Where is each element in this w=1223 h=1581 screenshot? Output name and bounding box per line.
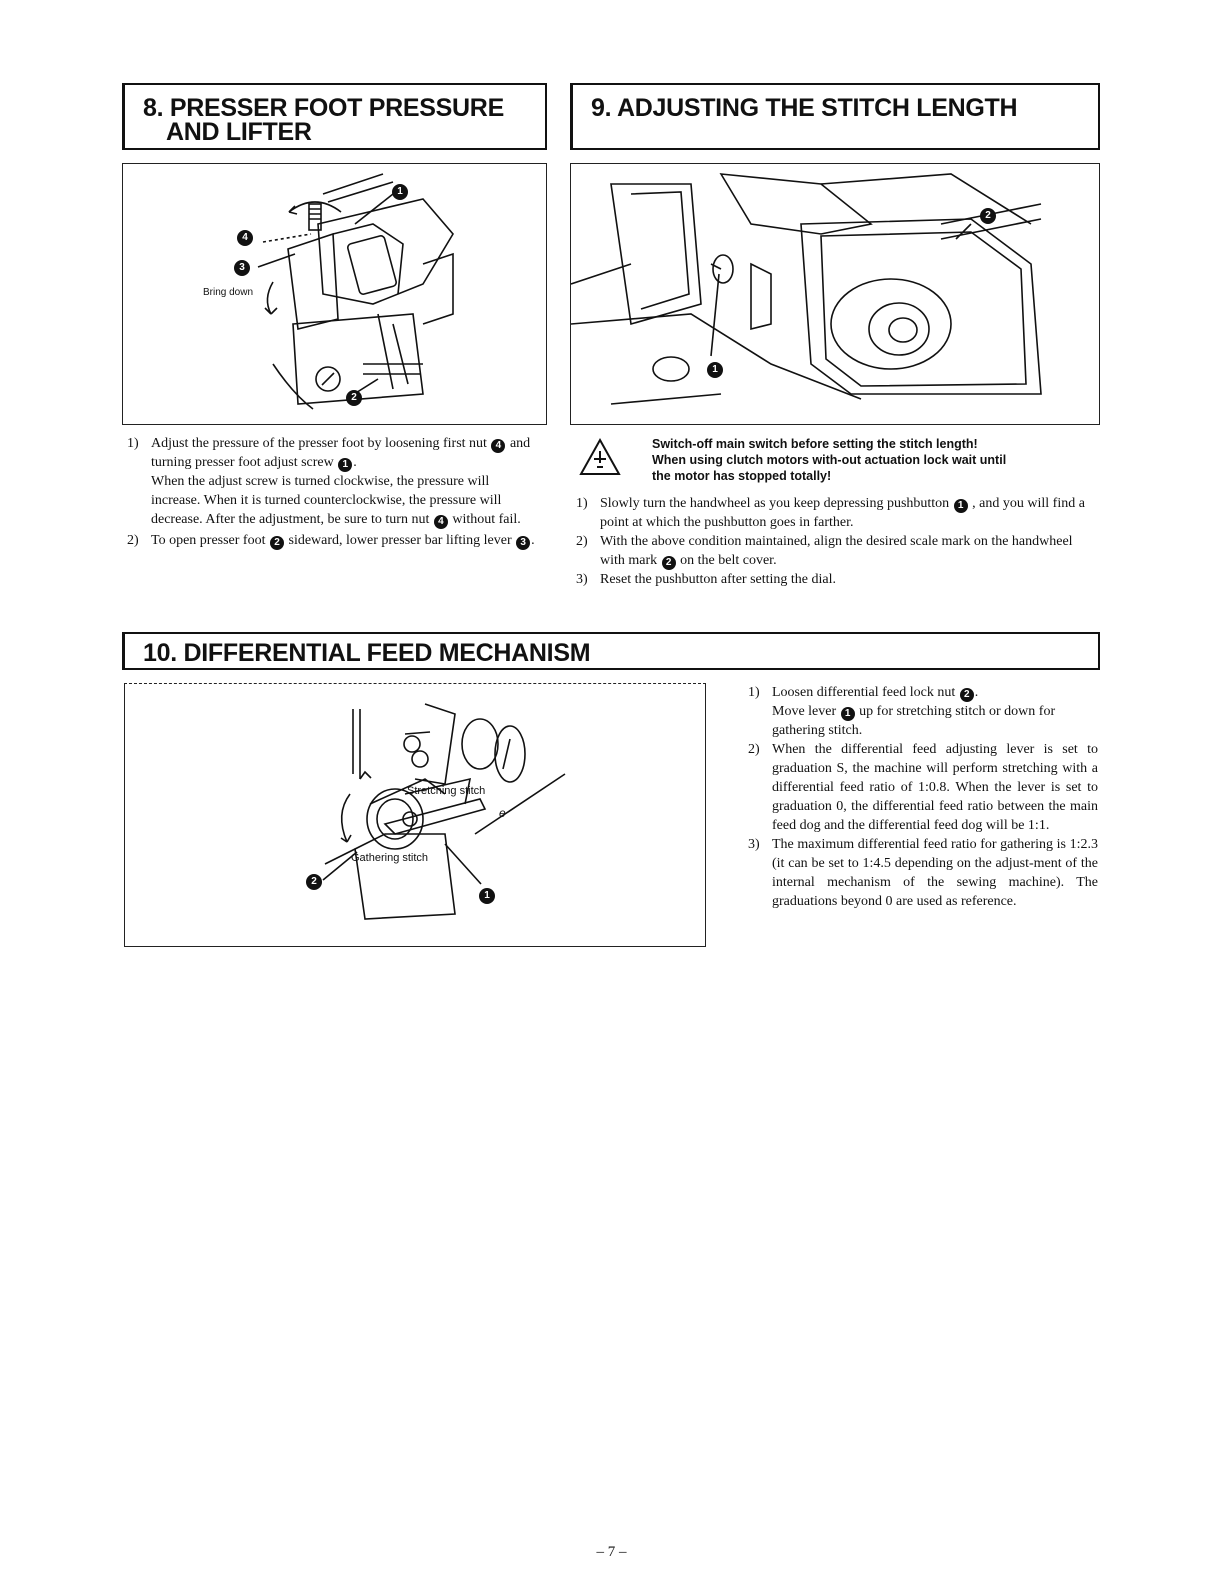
differential-feed-illustration bbox=[125, 684, 707, 948]
section-9-header bbox=[570, 83, 1100, 150]
step-text: Loosen differential feed lock nut bbox=[772, 685, 956, 700]
callout-3: 3 bbox=[234, 260, 250, 276]
stitch-length-figure bbox=[570, 163, 1100, 425]
step-text: and turning presser foot adjust screw bbox=[151, 436, 531, 470]
step-continuation: When the adjust screw is turned clockwise, the pressure will increase. When it is turned counterclockwise, the pressure will decrease. After the adjustment, be sure to turn nut bbox=[151, 474, 502, 527]
ref-callout: 4 bbox=[491, 439, 505, 453]
stretching-stitch-label: Stretching stitch bbox=[407, 785, 486, 797]
step-8-1 bbox=[127, 434, 537, 529]
section-8-header bbox=[122, 83, 547, 150]
step-text: . bbox=[974, 685, 979, 700]
presser-foot-illustration bbox=[123, 164, 548, 426]
ref-callout: 1 bbox=[338, 458, 352, 472]
section-9-title: 9. ADJUSTING THE STITCH LENGTH bbox=[591, 94, 1018, 122]
callout-4: 4 bbox=[237, 230, 253, 246]
step-9-3 bbox=[576, 570, 1096, 589]
step-text: The maximum differential feed ratio for gathering is 1:2.3 (it can be set to 1:4.5 depending on the adjust-ment of the internal mechanism of the sewing machine). The graduations beyond 0 are used as reference. bbox=[772, 837, 1098, 909]
step-text: Slowly turn the handwheel as you keep depressing pushbutton bbox=[600, 496, 950, 511]
ref-callout: 3 bbox=[516, 536, 530, 550]
step-number: 2) bbox=[748, 742, 760, 757]
section-8-steps bbox=[127, 434, 537, 550]
section-10-steps bbox=[748, 683, 1098, 911]
bring-down-label: Bring down bbox=[203, 287, 254, 298]
callout-2: 2 bbox=[980, 208, 996, 224]
callout-2: 2 bbox=[346, 390, 362, 406]
warning-text bbox=[652, 436, 1102, 484]
step-text: Move lever bbox=[772, 704, 837, 719]
step-number: 1) bbox=[748, 685, 760, 700]
step-number: 3) bbox=[748, 837, 760, 852]
step-text: Adjust the pressure of the presser foot by loosening first nut bbox=[151, 436, 487, 451]
graduation-e-label: e bbox=[499, 806, 506, 820]
ref-callout: 1 bbox=[841, 707, 855, 721]
section-9-steps bbox=[576, 494, 1096, 589]
step-text: To open presser foot bbox=[151, 533, 266, 548]
presser-foot-figure bbox=[122, 163, 547, 425]
callout-2: 2 bbox=[306, 874, 322, 890]
step-text: . bbox=[531, 533, 535, 548]
section-8-title-line2: AND LIFTER bbox=[166, 118, 312, 146]
step-number: 2) bbox=[576, 534, 588, 549]
callout-1: 1 bbox=[479, 888, 495, 904]
warning-line-1: Switch-off main switch before setting the stitch length! bbox=[652, 437, 978, 451]
step-10-3 bbox=[748, 835, 1098, 911]
step-number: 1) bbox=[576, 496, 588, 511]
step-number: 1) bbox=[127, 436, 139, 451]
step-10-1 bbox=[748, 683, 1098, 740]
step-text: without fail. bbox=[452, 512, 521, 527]
ref-callout: 2 bbox=[960, 688, 974, 702]
warning-line-3: the motor has stopped totally! bbox=[652, 469, 832, 483]
step-text: . bbox=[353, 455, 357, 470]
section-10-header bbox=[122, 632, 1100, 670]
page-number: – 7 – bbox=[596, 1544, 627, 1560]
ref-callout: 4 bbox=[434, 515, 448, 529]
stitch-length-illustration bbox=[571, 164, 1101, 426]
step-text: up for stretching stitch or down for gathering stitch. bbox=[772, 704, 1056, 738]
step-number: 3) bbox=[576, 572, 588, 587]
step-8-2 bbox=[127, 531, 537, 550]
warning-triangle-icon bbox=[578, 437, 622, 477]
step-text: , and you will find a point at which the pushbutton goes in farther. bbox=[600, 496, 1085, 530]
callout-1: 1 bbox=[392, 184, 408, 200]
ref-callout: 1 bbox=[954, 499, 968, 513]
step-10-2 bbox=[748, 740, 1098, 835]
step-number: 2) bbox=[127, 533, 139, 548]
differential-feed-figure bbox=[124, 683, 706, 947]
step-text: When the differential feed adjusting lever is set to graduation S, the machine will perform stretching with a differential feed ratio of 1:0.8. When the lever is set to graduation 0, the differential feed ratio between the main feed dog and the differential feed dog will be 1:1. bbox=[772, 742, 1098, 833]
ref-callout: 2 bbox=[270, 536, 284, 550]
section-8-title-line1: 8. PRESSER FOOT PRESSURE bbox=[143, 94, 504, 122]
warning-line-2: When using clutch motors with-out actuation lock wait until bbox=[652, 453, 1007, 467]
step-text: on the belt cover. bbox=[680, 553, 777, 568]
gathering-stitch-label: Gathering stitch bbox=[351, 852, 429, 864]
step-9-1 bbox=[576, 494, 1096, 532]
callout-1: 1 bbox=[707, 362, 723, 378]
step-text: sideward, lower presser bar lifting lever bbox=[288, 533, 512, 548]
step-text: With the above condition maintained, align the desired scale mark on the handwheel with mark bbox=[600, 534, 1073, 568]
ref-callout: 2 bbox=[662, 556, 676, 570]
step-text: Reset the pushbutton after setting the dial. bbox=[600, 572, 837, 587]
step-9-2 bbox=[576, 532, 1096, 570]
section-10-title: 10. DIFFERENTIAL FEED MECHANISM bbox=[143, 639, 591, 667]
